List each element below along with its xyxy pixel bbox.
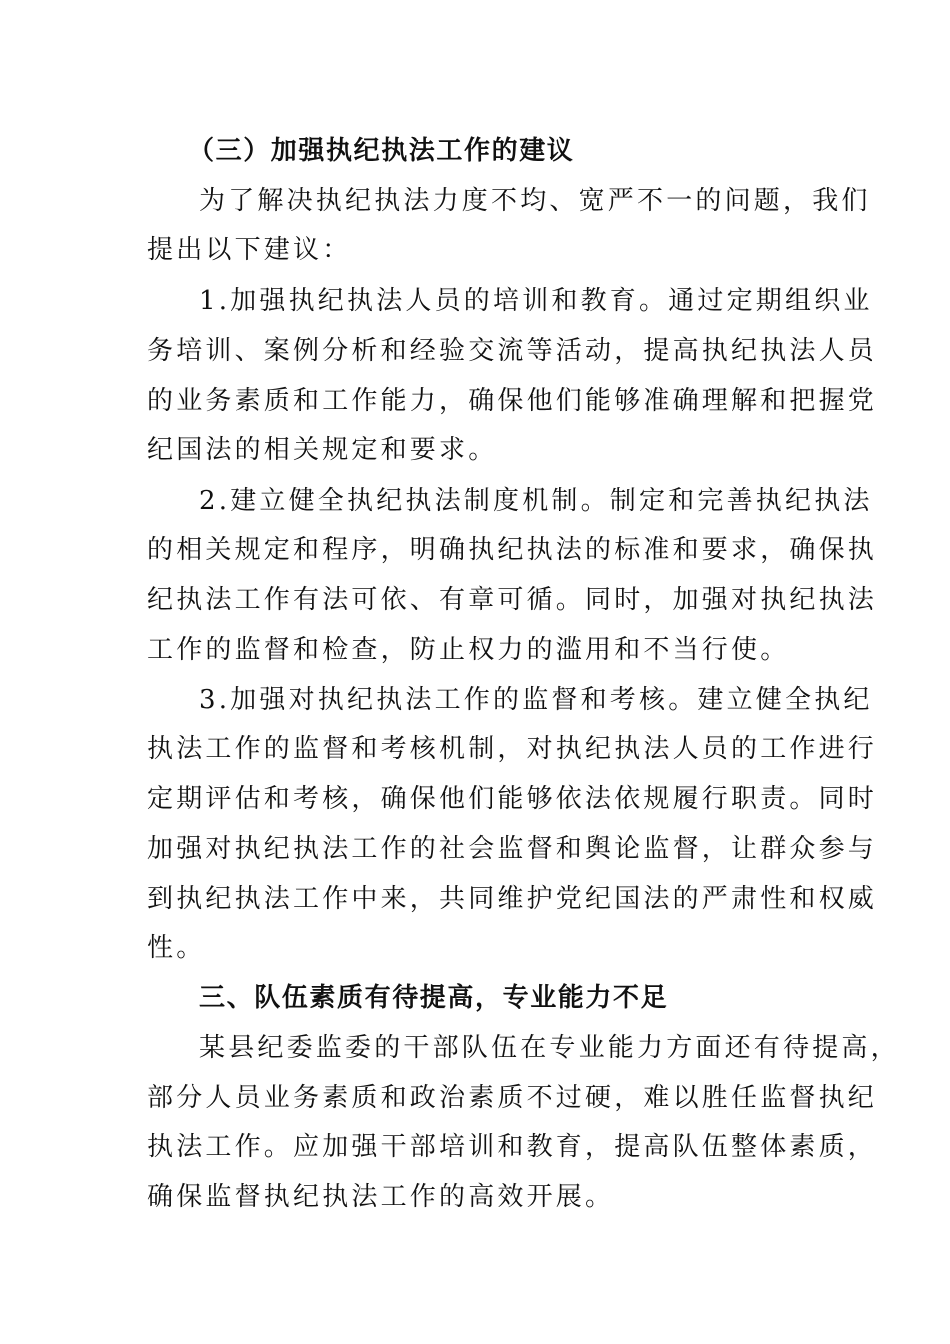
- item-2-line-1: 2.建立健全执纪执法制度机制。制定和完善执纪执法: [199, 486, 873, 516]
- item-2-line-3: 纪执法工作有法可依、有章可循。同时，加强对执纪执法: [147, 585, 878, 615]
- intro-line-2: 提出以下建议：: [147, 235, 352, 265]
- intro-line-1: 为了解决执纪执法力度不均、宽严不一的问题，我们: [199, 186, 871, 216]
- subsection-heading: （三）加强执纪执法工作的建议: [188, 136, 575, 166]
- item-3-line-3: 定期评估和考核，确保他们能够依法依规履行职责。同时: [147, 784, 878, 814]
- item-1-line-2: 务培训、案例分析和经验交流等活动，提高执纪执法人员: [147, 336, 878, 366]
- item-3-line-6: 性。: [147, 933, 206, 963]
- item-3-line-4: 加强对执纪执法工作的社会监督和舆论监督，让群众参与: [147, 834, 878, 864]
- item-1-line-4: 纪国法的相关规定和要求。: [147, 435, 498, 465]
- item-1-line-3: 的业务素质和工作能力，确保他们能够准确理解和把握党: [147, 386, 878, 416]
- item-3-line-1: 3.加强对执纪执法工作的监督和考核。建立健全执纪: [199, 685, 873, 715]
- item-2-line-4: 工作的监督和检查，防止权力的滥用和不当行使。: [147, 635, 790, 665]
- item-2-line-2: 的相关规定和程序，明确执纪执法的标准和要求，确保执: [147, 535, 878, 565]
- section-line-1: 某县纪委监委的干部队伍在专业能力方面还有待提高，: [199, 1033, 900, 1063]
- section-line-4: 确保监督执纪执法工作的高效开展。: [147, 1182, 615, 1212]
- section-heading: 三、队伍素质有待提高，专业能力不足: [199, 983, 669, 1013]
- section-line-3: 执法工作。应加强干部培训和教育，提高队伍整体素质，: [147, 1132, 878, 1162]
- item-3-line-5: 到执纪执法工作中来，共同维护党纪国法的严肃性和权威: [147, 884, 878, 914]
- section-line-2: 部分人员业务素质和政治素质不过硬，难以胜任监督执纪: [147, 1083, 878, 1113]
- item-1-line-1: 1.加强执纪执法人员的培训和教育。通过定期组织业: [199, 286, 873, 316]
- item-3-line-2: 执法工作的监督和考核机制，对执纪执法人员的工作进行: [147, 734, 878, 764]
